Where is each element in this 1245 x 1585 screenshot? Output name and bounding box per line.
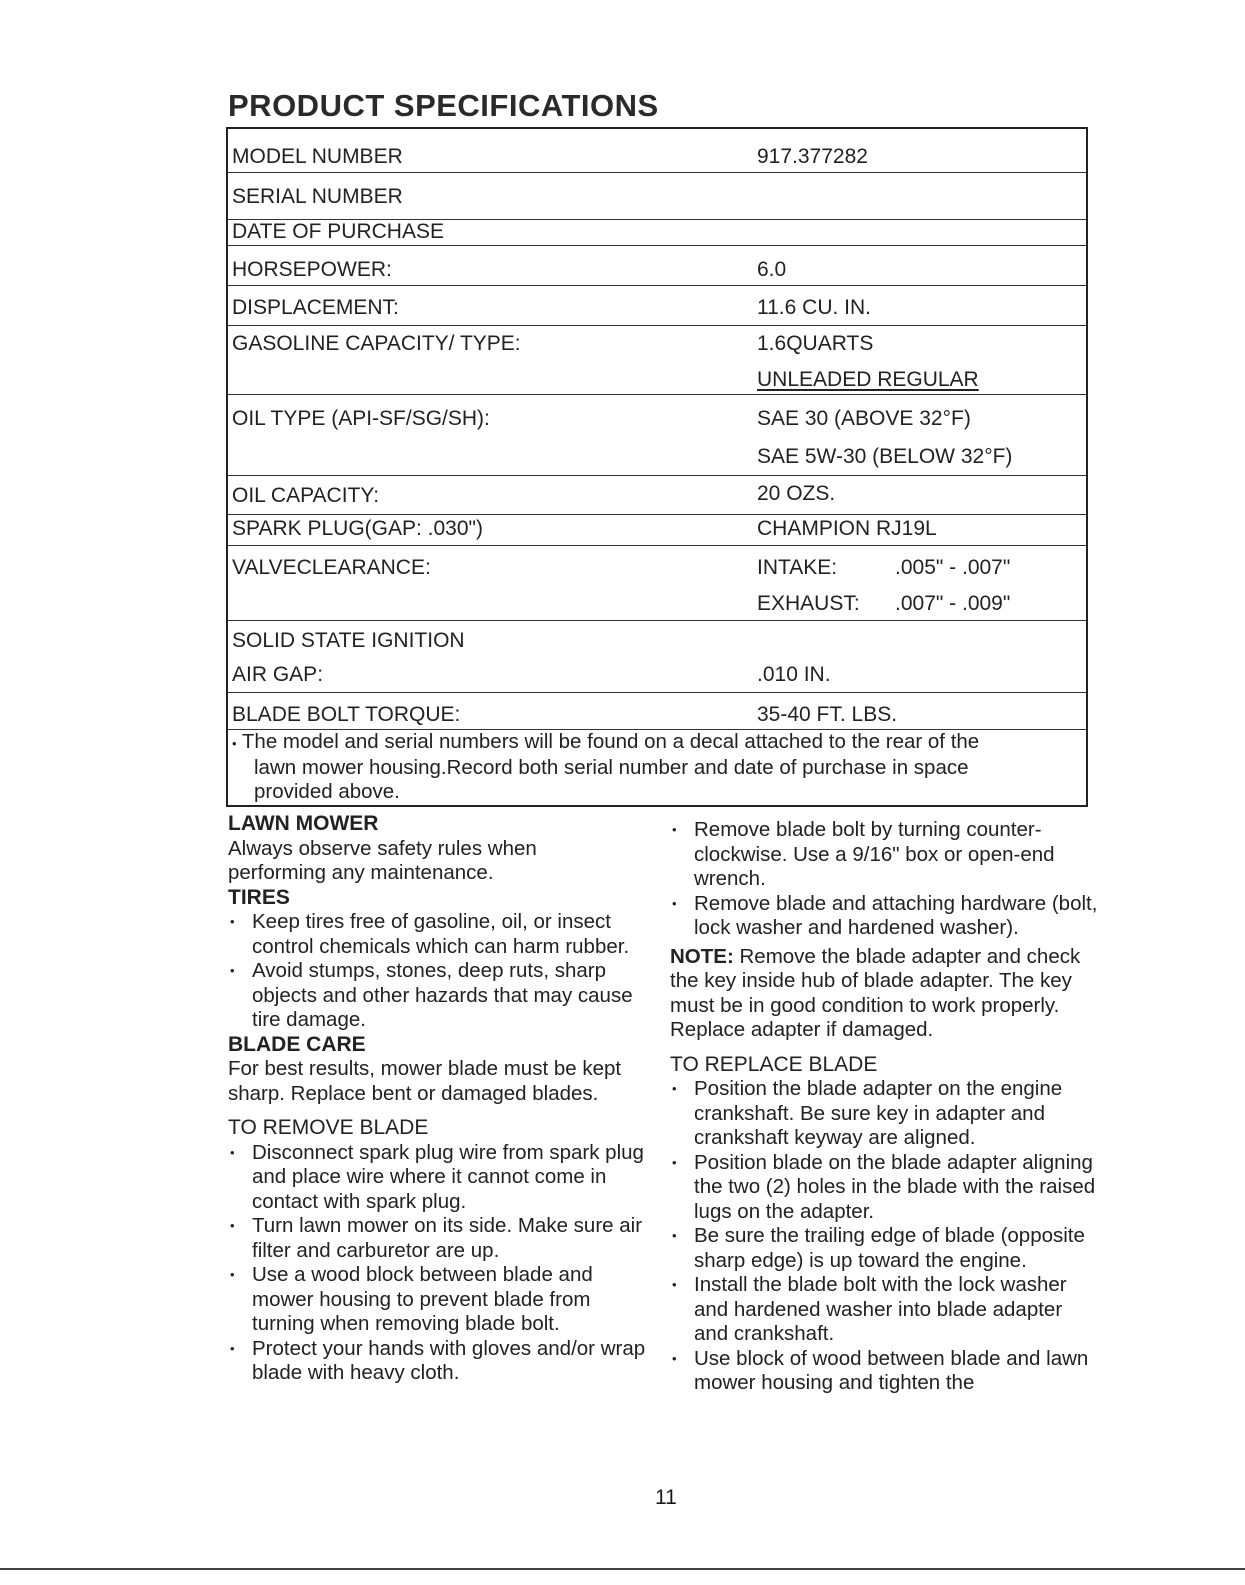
tires-list bbox=[228, 910, 658, 1033]
gasoline-label: GASOLINE CAPACITY/ TYPE: bbox=[232, 332, 521, 355]
blade-adapter-note bbox=[670, 945, 1100, 1043]
date-label: DATE OF PURCHASE bbox=[232, 220, 444, 243]
gasoline-type-value: UNLEADED REGULAR bbox=[757, 368, 979, 391]
note-label: NOTE: bbox=[670, 944, 734, 968]
exhaust-label: EXHAUST: bbox=[757, 592, 860, 615]
oil-type-label: OIL TYPE (API-SF/SG/SH): bbox=[232, 407, 490, 430]
replace-blade-heading: TO REPLACE BLADE bbox=[670, 1052, 878, 1076]
spec-row-torque bbox=[228, 693, 1086, 730]
displacement-label: DISPLACEMENT: bbox=[232, 296, 399, 319]
list-item: • Remove blade and attaching hardware (bolt, lock washer and hardened washer). bbox=[672, 891, 1098, 939]
air-gap-label: AIR GAP: bbox=[232, 663, 324, 686]
bullet-icon: • bbox=[672, 1154, 677, 1170]
list-item: • Position the blade adapter on the engine crankshaft. Be sure key in adapter and crankshaft keyway are aligned. bbox=[672, 1077, 1063, 1149]
spec-row-ignition bbox=[228, 621, 1086, 693]
ignition-label: SOLID STATE IGNITION bbox=[232, 629, 465, 652]
list-item: • Position blade on the blade adapter aligning the two (2) holes in the blade with the raised lugs on the adapter. bbox=[672, 1150, 1096, 1223]
list-item: • Use block of wood between blade and lawn mower housing and tighten the bbox=[672, 1346, 1089, 1394]
spec-row-oil-type bbox=[228, 395, 1086, 476]
bullet-icon: • bbox=[672, 1277, 677, 1292]
lawn-mower-heading: LAWN MOWER bbox=[228, 812, 379, 835]
blade-care-text: For best results, mower blade must be kept sharp. Replace bent or damaged blades. bbox=[228, 1057, 622, 1105]
bullet-icon: • bbox=[672, 1228, 677, 1243]
tires-heading: TIRES bbox=[228, 885, 290, 909]
list-item: • Use a wood block between blade and mower housing to prevent blade from turning when removing blade bolt. bbox=[230, 1263, 593, 1335]
spark-plug-value: CHAMPION RJ19L bbox=[757, 517, 937, 540]
replace-blade-list bbox=[670, 1077, 1100, 1396]
remove-blade-heading: TO REMOVE BLADE bbox=[228, 1116, 429, 1139]
spec-row-displacement bbox=[228, 286, 1086, 326]
list-item: • Be sure the trailing edge of blade (opposite sharp edge) is up toward the engine. bbox=[672, 1224, 1085, 1272]
page-title: PRODUCT SPECIFICATIONS bbox=[228, 88, 659, 123]
note-text: Remove the blade adapter and check the key inside hub of blade adapter. The key must be in good condition to work properly. Replace adapter if damaged. bbox=[670, 944, 1081, 1041]
intake-label: INTAKE: bbox=[757, 556, 838, 579]
torque-value: 35-40 FT. LBS. bbox=[757, 703, 898, 726]
list-item: • Avoid stumps, stones, deep ruts, sharp objects and other hazards that may cause tire damage. bbox=[230, 959, 633, 1031]
displacement-value: 11.6 CU. IN. bbox=[757, 296, 871, 319]
note-line-2: lawn mower housing.Record both serial number and date of purchase in space bbox=[254, 756, 969, 779]
bullet-icon: • bbox=[230, 1144, 235, 1160]
remove-blade-list-continued bbox=[670, 818, 1100, 941]
spec-row-spark-plug bbox=[228, 515, 1086, 546]
oil-type-value-below: SAE 5W-30 (BELOW 32°F) bbox=[757, 445, 1013, 468]
bullet-icon: • bbox=[672, 1081, 677, 1096]
air-gap-value: .010 IN. bbox=[757, 663, 831, 686]
list-item: • Keep tires free of gasoline, oil, or insect control chemicals which can harm rubber. bbox=[230, 910, 630, 958]
spark-plug-label: SPARK PLUG(GAP: .030") bbox=[232, 517, 483, 540]
model-value: 917.377282 bbox=[757, 145, 868, 168]
bullet-icon: • bbox=[230, 1218, 235, 1233]
spec-row-horsepower bbox=[228, 246, 1086, 286]
spec-row-model bbox=[228, 145, 1086, 173]
spec-table bbox=[226, 127, 1088, 807]
spec-row-oil-capacity bbox=[228, 476, 1086, 515]
horsepower-label: HORSEPOWER: bbox=[232, 258, 392, 281]
note-bullet: • bbox=[232, 736, 237, 751]
left-column bbox=[228, 812, 658, 1386]
list-item: • Remove blade bolt by turning counter-clockwise. Use a 9/16" box or open-end wrench. bbox=[672, 818, 1055, 890]
spec-note bbox=[228, 730, 1086, 806]
list-item: • Disconnect spark plug wire from spark plug and place wire where it cannot come in contact with spark plug. bbox=[230, 1140, 644, 1213]
note-line-1: The model and serial numbers will be found on a decal attached to the rear of the bbox=[241, 730, 980, 753]
list-item: • Protect your hands with gloves and/or wrap blade with heavy cloth. bbox=[230, 1336, 646, 1384]
intake-value: .005" - .007" bbox=[895, 556, 1011, 579]
spec-row-valve-clearance bbox=[228, 546, 1086, 621]
bullet-icon: • bbox=[230, 914, 235, 929]
oil-type-value-above: SAE 30 (ABOVE 32°F) bbox=[757, 407, 971, 430]
oil-capacity-value: 20 OZS. bbox=[757, 482, 836, 505]
lawn-mower-intro: Always observe safety rules when performing any maintenance. bbox=[228, 836, 537, 884]
blade-care-heading: BLADE CARE bbox=[228, 1032, 366, 1056]
bullet-icon: • bbox=[672, 895, 677, 911]
list-item: • Install the blade bolt with the lock washer and hardened washer into blade adapter and crankshaft. bbox=[672, 1273, 1067, 1345]
bullet-icon: • bbox=[672, 1350, 677, 1366]
horsepower-value: 6.0 bbox=[757, 258, 787, 281]
spec-row-gasoline bbox=[228, 326, 1086, 395]
list-item: • Turn lawn mower on its side. Make sure air filter and carburetor are up. bbox=[230, 1214, 643, 1262]
spec-note-text bbox=[232, 730, 1066, 804]
spec-row-date bbox=[228, 220, 1086, 246]
valve-clearance-label: VALVECLEARANCE: bbox=[232, 556, 431, 579]
model-label: MODEL NUMBER bbox=[232, 145, 403, 168]
serial-label: SERIAL NUMBER bbox=[232, 185, 403, 208]
exhaust-value: .007" - .009" bbox=[895, 592, 1011, 615]
note-line-3: provided above. bbox=[254, 780, 400, 803]
remove-blade-list bbox=[228, 1141, 658, 1386]
right-column bbox=[670, 818, 1100, 1396]
page-number: 11 bbox=[655, 1486, 677, 1509]
bullet-icon: • bbox=[230, 1340, 235, 1356]
bullet-icon: • bbox=[230, 1267, 235, 1282]
torque-label: BLADE BOLT TORQUE: bbox=[232, 703, 461, 726]
gasoline-capacity-value: 1.6QUARTS bbox=[757, 332, 874, 355]
oil-capacity-label: OIL CAPACITY: bbox=[232, 484, 380, 507]
spec-row-serial bbox=[228, 173, 1086, 220]
bullet-icon: • bbox=[230, 963, 235, 978]
bullet-icon: • bbox=[672, 822, 677, 837]
bottom-divider bbox=[0, 1568, 1245, 1570]
